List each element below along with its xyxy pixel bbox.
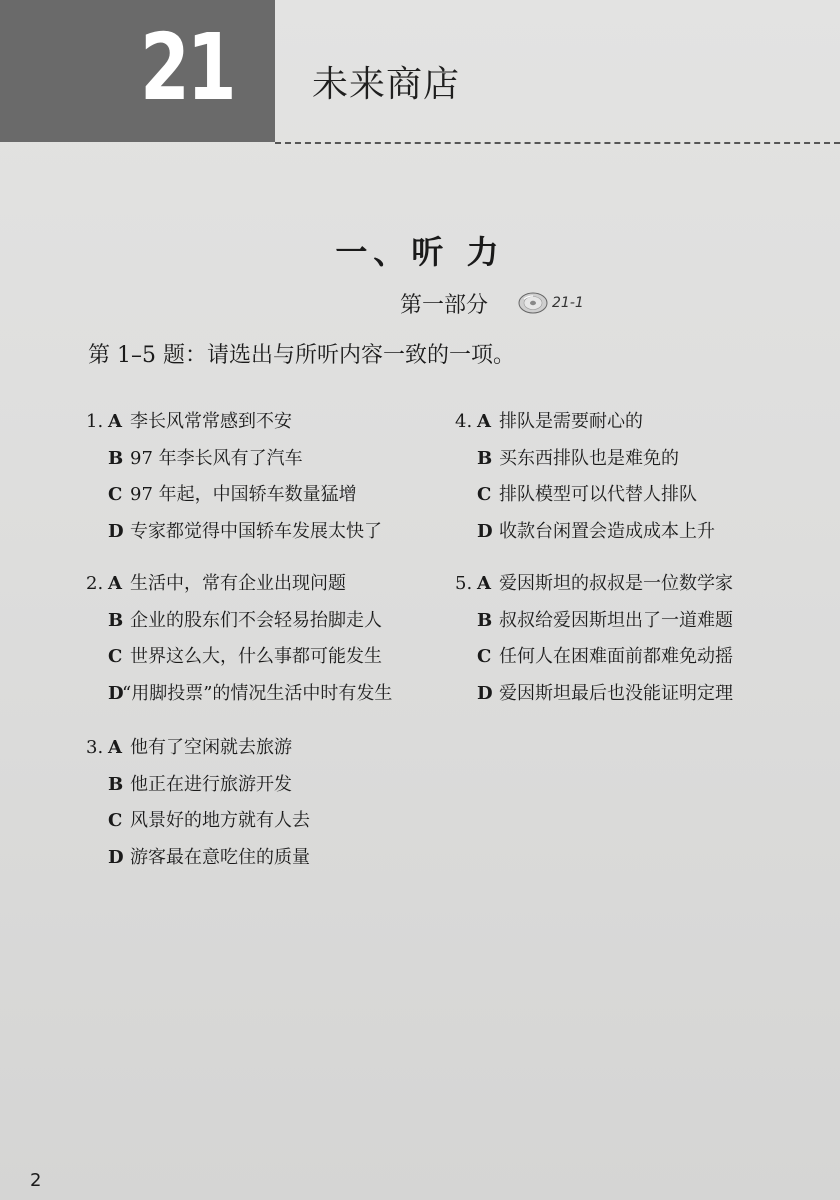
audio-track-code: 21-1	[552, 295, 584, 311]
option-letter: B	[477, 609, 493, 631]
option-text: 游客最在意吃住的质量	[130, 846, 310, 868]
option-text: 买东西排队也是难免的	[499, 447, 679, 469]
option-letter: C	[477, 484, 492, 505]
chapter-title: 未来商店	[312, 64, 461, 105]
option-text: 任何人在困难面前都难免动摇	[499, 646, 733, 667]
option-letter: C	[108, 646, 123, 667]
option-letter: D	[477, 682, 493, 704]
option-text: 他有了空闲就去旅游	[130, 737, 292, 758]
option-letter: A	[477, 573, 491, 594]
chapter-number-box	[0, 0, 275, 142]
header-divider	[275, 142, 840, 144]
option-text: 收款台闲置会造成成本上升	[499, 520, 715, 542]
part-heading	[400, 288, 584, 318]
option-letter: D	[477, 520, 493, 542]
option-letter: C	[477, 646, 492, 667]
option-letter: C	[108, 484, 123, 505]
option-text: 专家都觉得中国轿车发展太快了	[130, 520, 382, 542]
option-text: 97 年起，中国轿车数量猛增	[130, 484, 357, 505]
option-letter: B	[108, 447, 124, 469]
option-text: 李长风常常感到不安	[130, 411, 292, 432]
instruction: 第 1–5 题：请选出与所听内容一致的一项。	[88, 343, 515, 368]
option-letter: D	[108, 682, 124, 704]
option-letter: A	[477, 411, 491, 432]
option-text: 爱因斯坦的叔叔是一位数学家	[499, 573, 733, 594]
option-text: 他正在进行旅游开发	[130, 773, 292, 795]
option-text: 企业的股东们不会轻易抬脚走人	[130, 609, 382, 631]
question-number: 5.	[455, 573, 473, 594]
option-text: 叔叔给爱因斯坦出了一道难题	[499, 609, 733, 631]
option-letter: A	[108, 737, 122, 758]
chapter-number: 21	[140, 14, 234, 121]
option-letter: A	[108, 573, 122, 594]
option-letter: A	[108, 411, 122, 432]
option-text: 世界这么大，什么事都可能发生	[130, 646, 382, 667]
option-text: 爱因斯坦最后也没能证明定理	[499, 682, 733, 704]
question-number: 3.	[86, 737, 104, 758]
option-text: 97 年李长风有了汽车	[130, 447, 303, 469]
option-text: 排队模型可以代替人排队	[499, 484, 697, 505]
option-text: “用脚投票”的情况生活中时有发生	[122, 682, 393, 704]
option-text: 风景好的地方就有人去	[130, 810, 310, 831]
option-text: 排队是需要耐心的	[499, 411, 643, 432]
section-title: 一、听 力	[335, 233, 505, 271]
option-text: 生活中，常有企业出现问题	[130, 573, 346, 594]
question-number: 4.	[455, 411, 473, 432]
question-number: 1.	[86, 411, 104, 432]
option-letter: B	[108, 609, 124, 631]
cd-icon[interactable]	[518, 292, 548, 314]
question-number: 2.	[86, 573, 104, 594]
option-letter: C	[108, 810, 123, 831]
page-number: 2	[30, 1170, 42, 1191]
option-letter: D	[108, 520, 124, 542]
option-letter: D	[108, 846, 124, 868]
part-label: 第一部分	[400, 292, 489, 318]
option-letter: B	[108, 773, 124, 795]
option-letter: B	[477, 447, 493, 469]
